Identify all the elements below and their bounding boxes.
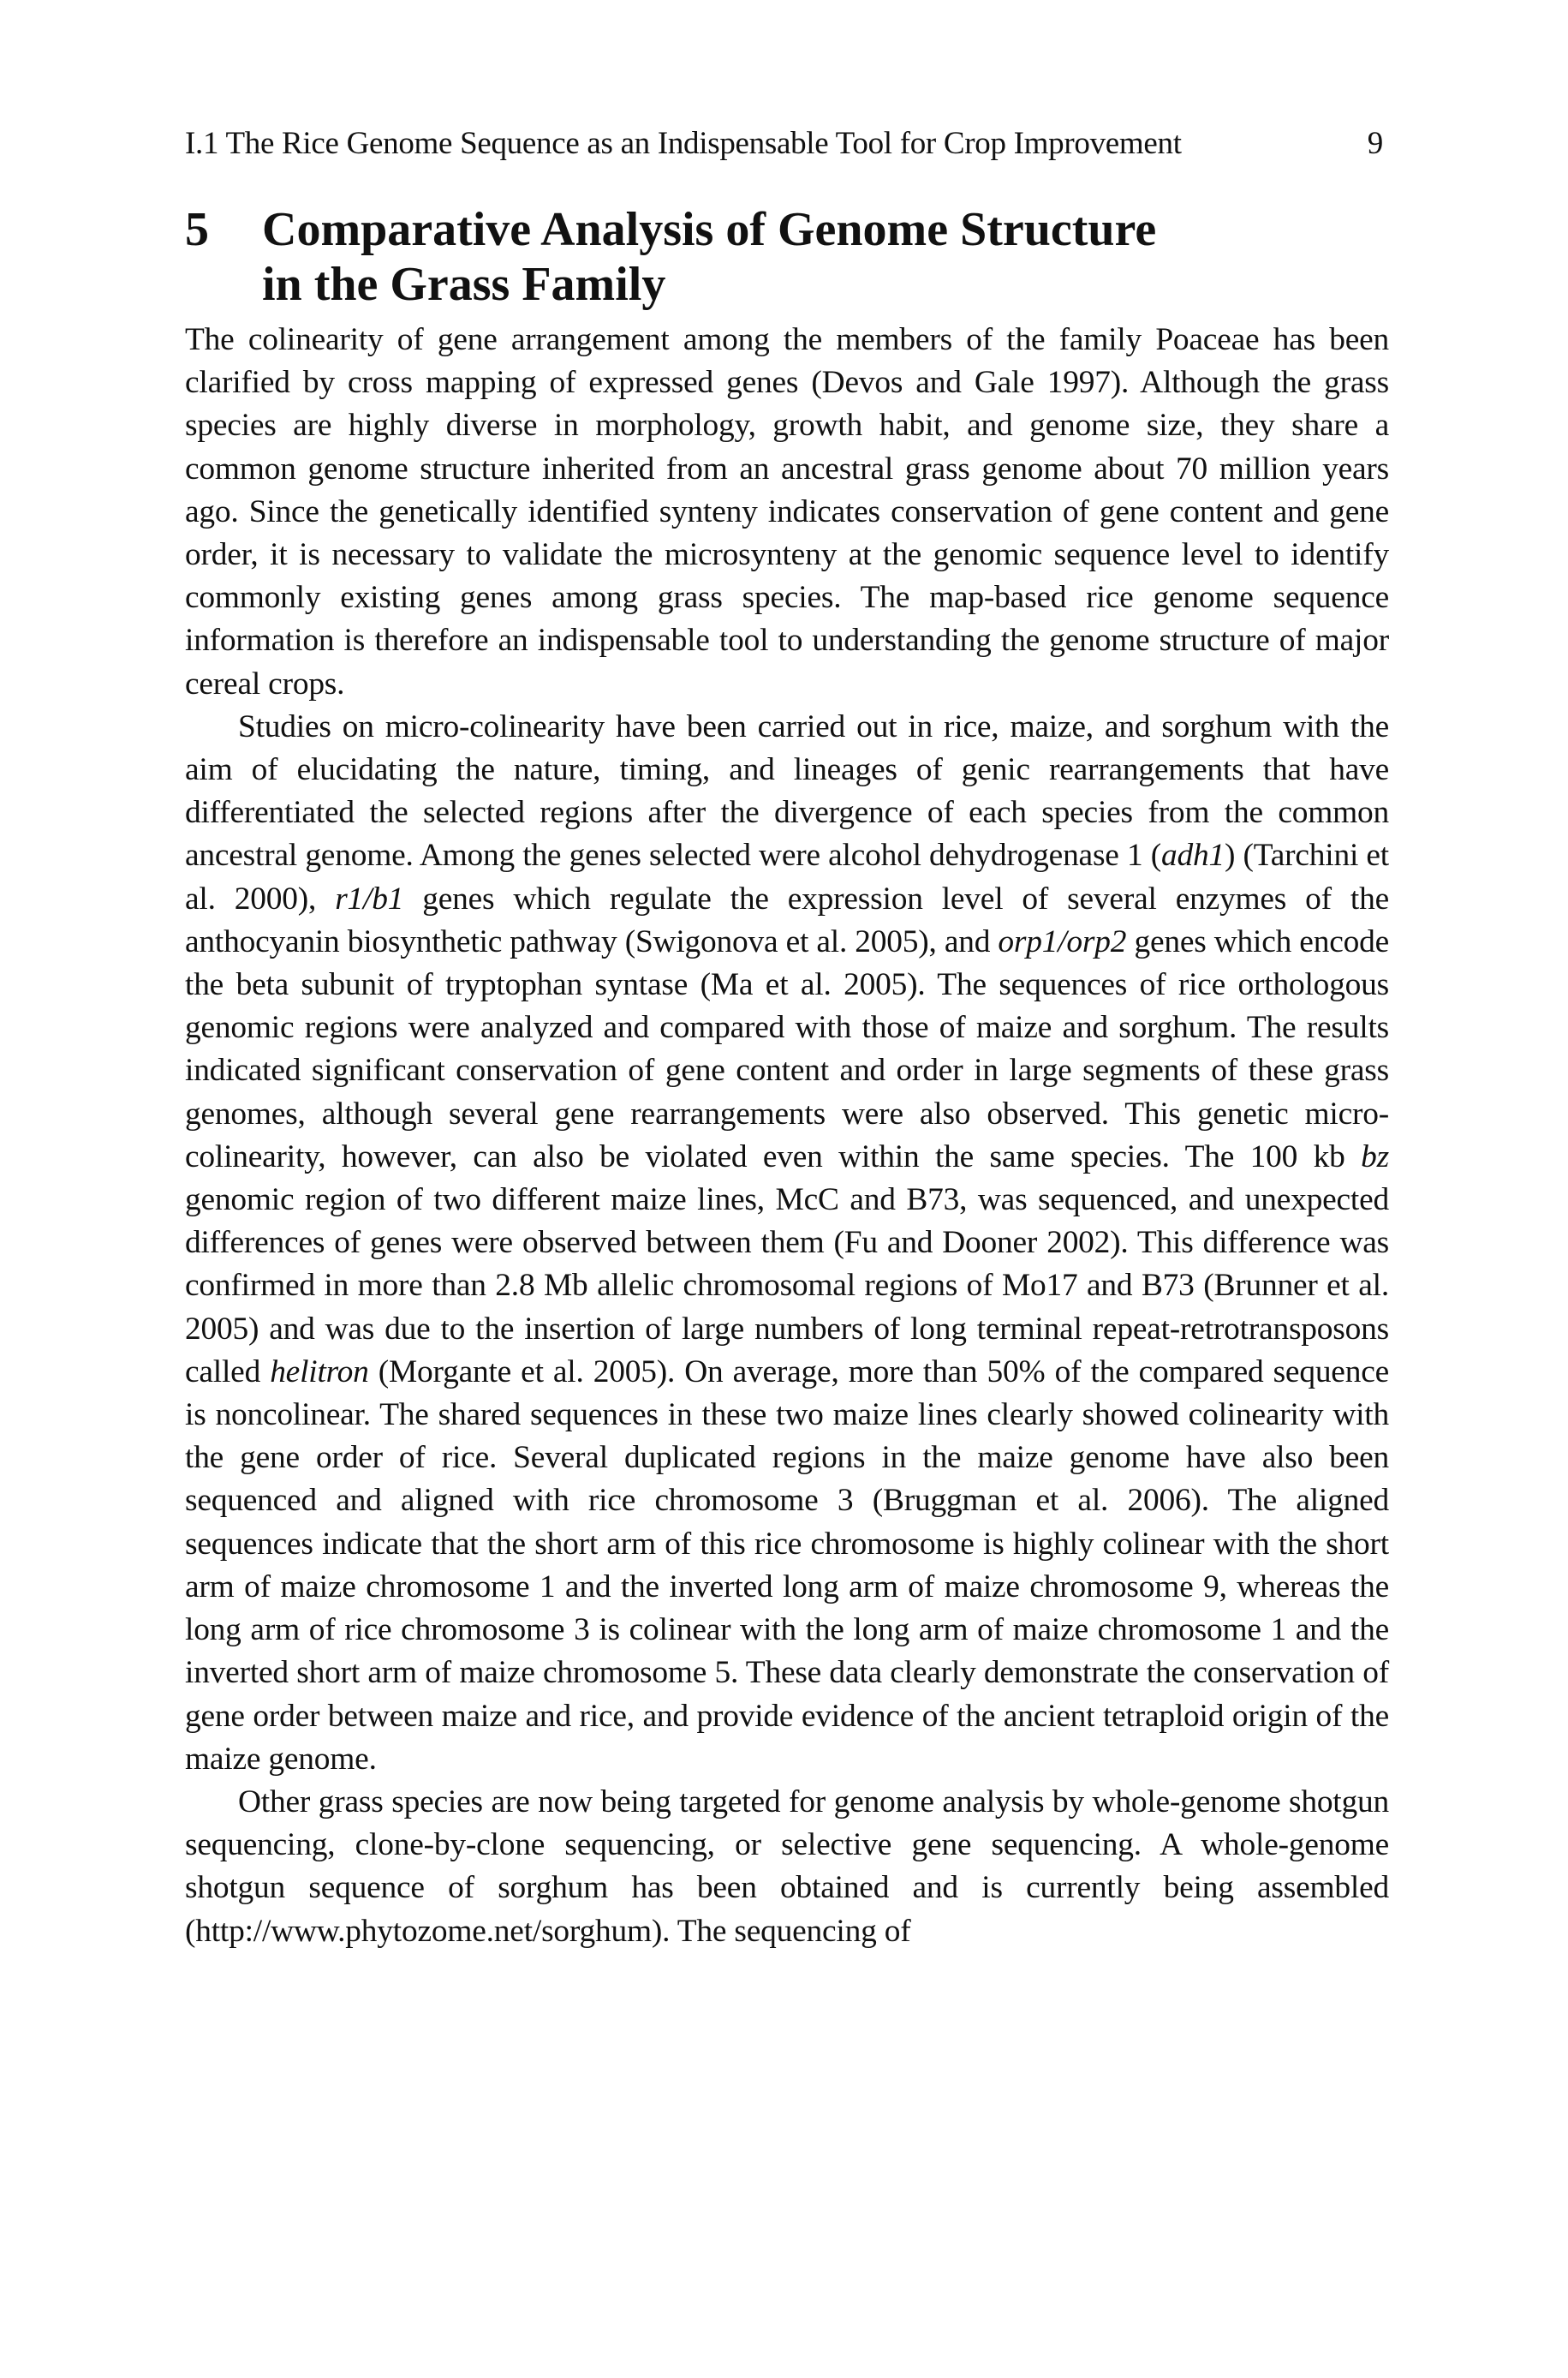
paragraph-2-part: genomic region of two different maize lines, McC and B73, was sequenced, and unexpected differences of genes were observed between them (Fu and Dooner 2002). This difference was confirmed in more than 2.8 Mb allelic chromosomal regions of Mo17 and B73 (Brunner et al. 2005) and was due to the insertion of large numbers of long terminal repeat-retrotransposons called	[185, 1182, 1389, 1389]
body-text	[185, 319, 1389, 1953]
gene-name-r1b1: r1/b1	[335, 881, 404, 917]
gene-name-orp1-orp2: orp1/orp2	[998, 923, 1127, 959]
section-heading	[185, 202, 1384, 312]
paragraph-2-part: (Morgante et al. 2005). On average, more than 50% of the compared sequence is noncolinear. The shared sequences in these two maize lines clearly showed colinearity with the gene order of rice. Several duplicated regions in the maize genome have also been sequenced and aligned with rice chromosome 3 (Bruggman et al. 2006). The aligned sequences indicate that the short arm of this rice chromosome is highly colinear with the short arm of maize chromosome 1 and the inverted long arm of maize chromosome 9, whereas the long arm of rice chromosome 3 is colinear with the long arm of maize chromosome 1 and the inverted short arm of maize chromosome 5. These data clearly demonstrate the conservation of gene order between maize and rice, and provide evidence of the ancient tetraploid origin of the maize genome.	[185, 1353, 1389, 1777]
paragraph-2	[185, 706, 1389, 1781]
running-head	[185, 125, 1383, 163]
gene-name-adh1: adh1	[1160, 838, 1225, 874]
section-title-line-1: Comparative Analysis of Genome Structure	[262, 203, 1157, 256]
paragraph-2-part: genes which regulate the expression level of several enzymes of the anthocyanin biosynthetic pathway (Swigonova et al. 2005), and	[185, 881, 1389, 959]
paragraph-2-part: ) (Tarchini et al. 2000),	[185, 838, 1389, 917]
page-number: 9	[1367, 126, 1383, 161]
paragraph-3: Other grass species are now being targeted for genome analysis by whole-genome shotgun sequencing, clone-by-clone sequencing, or selective gene sequencing. A whole-genome shotgun sequence of sorghum has been obtained and is currently being assembled (http://www.phytozome.net/sorghum). The sequencing of	[185, 1784, 1389, 1949]
paragraph-2-part: Studies on micro-colinearity have been carried out in rice, maize, and sorghum with the aim of elucidating the nature, timing, and lineages of genic rearrangements that have differentiated the selected regions after the divergence of each species from the common ancestral genome. Among the genes selected were alcohol dehydrogenase 1 (	[185, 708, 1389, 874]
paragraph-1: The colinearity of gene arrangement among the members of the family Poaceae has been clarified by cross mapping of expressed genes (Devos and Gale 1997). Although the grass species are highly diverse in morphology, growth habit, and genome size, they share a common genome structure inherited from an ancestral grass genome about 70 million years ago. Since the genetically identified synteny indicates conservation of gene content and gene order, it is necessary to validate the microsynteny at the genomic sequence level to identify commonly existing genes among grass species. The map-based rice genome sequence information is therefore an indispensable tool to understanding the genome structure of major cereal crops.	[185, 322, 1389, 702]
section-title	[262, 202, 1156, 312]
section-title-line-2: in the Grass Family	[262, 258, 666, 311]
running-head-title: I.1 The Rice Genome Sequence as an Indispensable Tool for Crop Improvement	[185, 126, 1182, 161]
section-number: 5	[185, 203, 209, 256]
paragraph-2-part: genes which encode the beta subunit of tryptophan syntase (Ma et al. 2005). The sequences of rice orthologous genomic regions were analyzed and compared with those of maize and sorghum. The results indicated significant conservation of gene content and order in large segments of these grass genomes, although several gene rearrangements were also observed. This genetic micro-colinearity, however, can also be violated even within the same species. The 100 kb	[185, 923, 1389, 1174]
gene-name-bz: bz	[1361, 1138, 1389, 1174]
term-helitron: helitron	[270, 1353, 369, 1389]
